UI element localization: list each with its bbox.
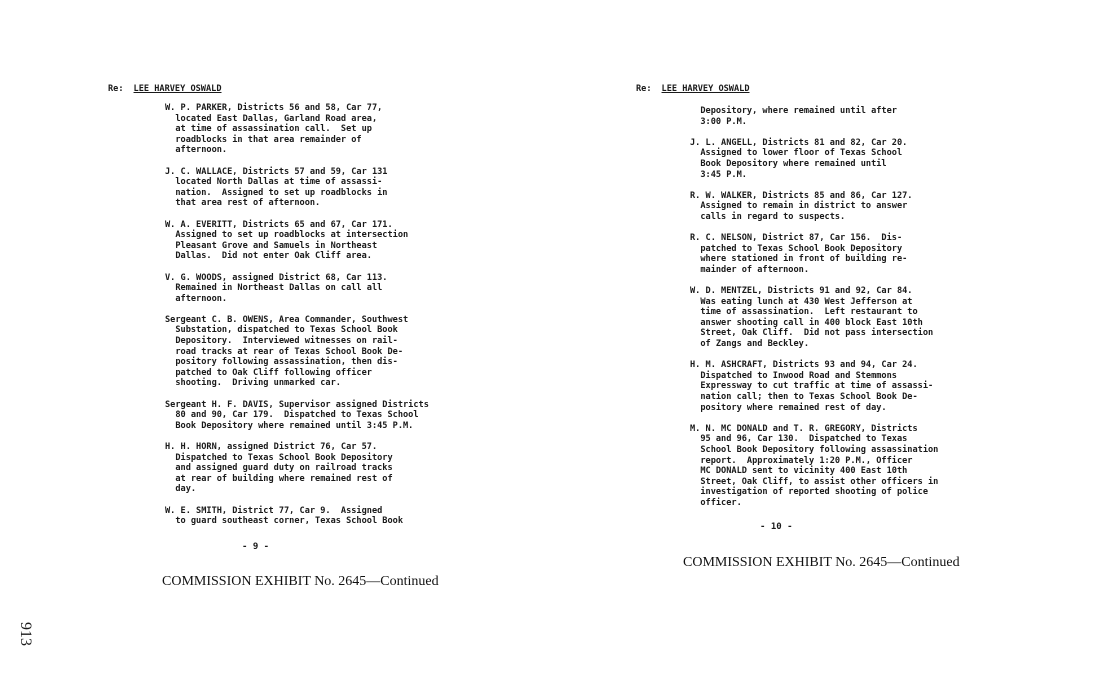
page-number: - 9 - <box>242 542 270 552</box>
volume-page-number: 913 <box>17 622 34 646</box>
subject-heading: LEE HARVEY OSWALD <box>133 84 222 94</box>
entry: W. E. SMITH, District 77, Car 9. Assigned to guard southeast corner, Texas School Book <box>165 505 403 527</box>
entry: M. N. MC DONALD and T. R. GREGORY, Districts 95 and 96, Car 130. Dispatched to Texas School Book Depository following assassination report. Approximately 1:20 P.M., Officer MC DONALD sent to vicinity 400 East 10th Street, Oak Cliff, to assist other officers in investigation of reported shooting of police officer. <box>690 423 939 508</box>
re-label: Re: <box>108 84 124 94</box>
entry: R. W. WALKER, Districts 85 and 86, Car 127. Assigned to remain in district to answer calls in regard to suspects. <box>690 190 913 222</box>
entry: H. H. HORN, assigned District 76, Car 57. Dispatched to Texas School Book Depository and assigned guard duty on railroad tracks at rear of building where remained rest of day. <box>165 442 393 495</box>
entry-list <box>165 103 429 537</box>
entry: R. C. NELSON, District 87, Car 156. Dis- patched to Texas School Book Depository where stationed in front of building re- mainder of afternoon. <box>690 233 908 275</box>
re-line <box>636 84 750 94</box>
re-label: Re: <box>636 84 652 94</box>
entry: W. D. MENTZEL, Districts 91 and 92, Car 84. Was eating lunch at 430 West Jefferson at time of assassination. Left restaurant to answer shooting call in 400 block East 10th Street, Oak Cliff. Did not pass intersection of Zangs and Beckley. <box>690 286 934 350</box>
re-line <box>108 84 222 94</box>
entry: J. C. WALLACE, Districts 57 and 59, Car 131 located North Dallas at time of assassi- nation. Assigned to set up roadblocks in that area rest of afternoon. <box>165 166 388 209</box>
entry: J. L. ANGELL, Districts 81 and 82, Car 20. Assigned to lower floor of Texas School Book Depository where remained until 3:45 P.M. <box>690 137 908 180</box>
exhibit-caption: COMMISSION EXHIBIT No. 2645—Continued <box>162 574 439 589</box>
entry: Depository, where remained until after 3:00 P.M. <box>700 106 897 127</box>
page-number: - 10 - <box>760 522 793 532</box>
entry: W. P. PARKER, Districts 56 and 58, Car 77, located East Dallas, Garland Road area, at time of assassination call. Set up roadblocks in that area remainder of afternoon. <box>165 103 383 156</box>
entry: V. G. WOODS, assigned District 68, Car 113. Remained in Northeast Dallas on call all afternoon. <box>165 272 388 304</box>
entry: W. A. EVERITT, Districts 65 and 67, Car 171. Assigned to set up roadblocks at intersection Pleasant Grove and Samuels in Northeast Dallas. Did not enter Oak Cliff area. <box>165 219 409 262</box>
entry: Sergeant H. F. DAVIS, Supervisor assigned Districts 80 and 90, Car 179. Dispatched to Texas School Book Depository where remained until 3:45 P.M. <box>165 399 429 431</box>
entry: H. M. ASHCRAFT, Districts 93 and 94, Car 24. Dispatched to Inwood Road and Stemmons Expressway to cut traffic at time of assassi- nation call; then to Texas School Book De- pository where remained rest of day. <box>690 360 934 413</box>
subject-heading: LEE HARVEY OSWALD <box>661 84 750 94</box>
exhibit-caption: COMMISSION EXHIBIT No. 2645—Continued <box>683 555 960 570</box>
entry-list <box>690 106 938 519</box>
entry: Sergeant C. B. OWENS, Area Commander, Southwest Substation, dispatched to Texas School Book Depository. Interviewed witnesses on rail- road tracks at rear of Texas School Book De- pository following assassination, then dis- patched to Oak Cliff following officer shooting. Driving unmarked car. <box>165 314 409 389</box>
right-page <box>547 0 1094 691</box>
